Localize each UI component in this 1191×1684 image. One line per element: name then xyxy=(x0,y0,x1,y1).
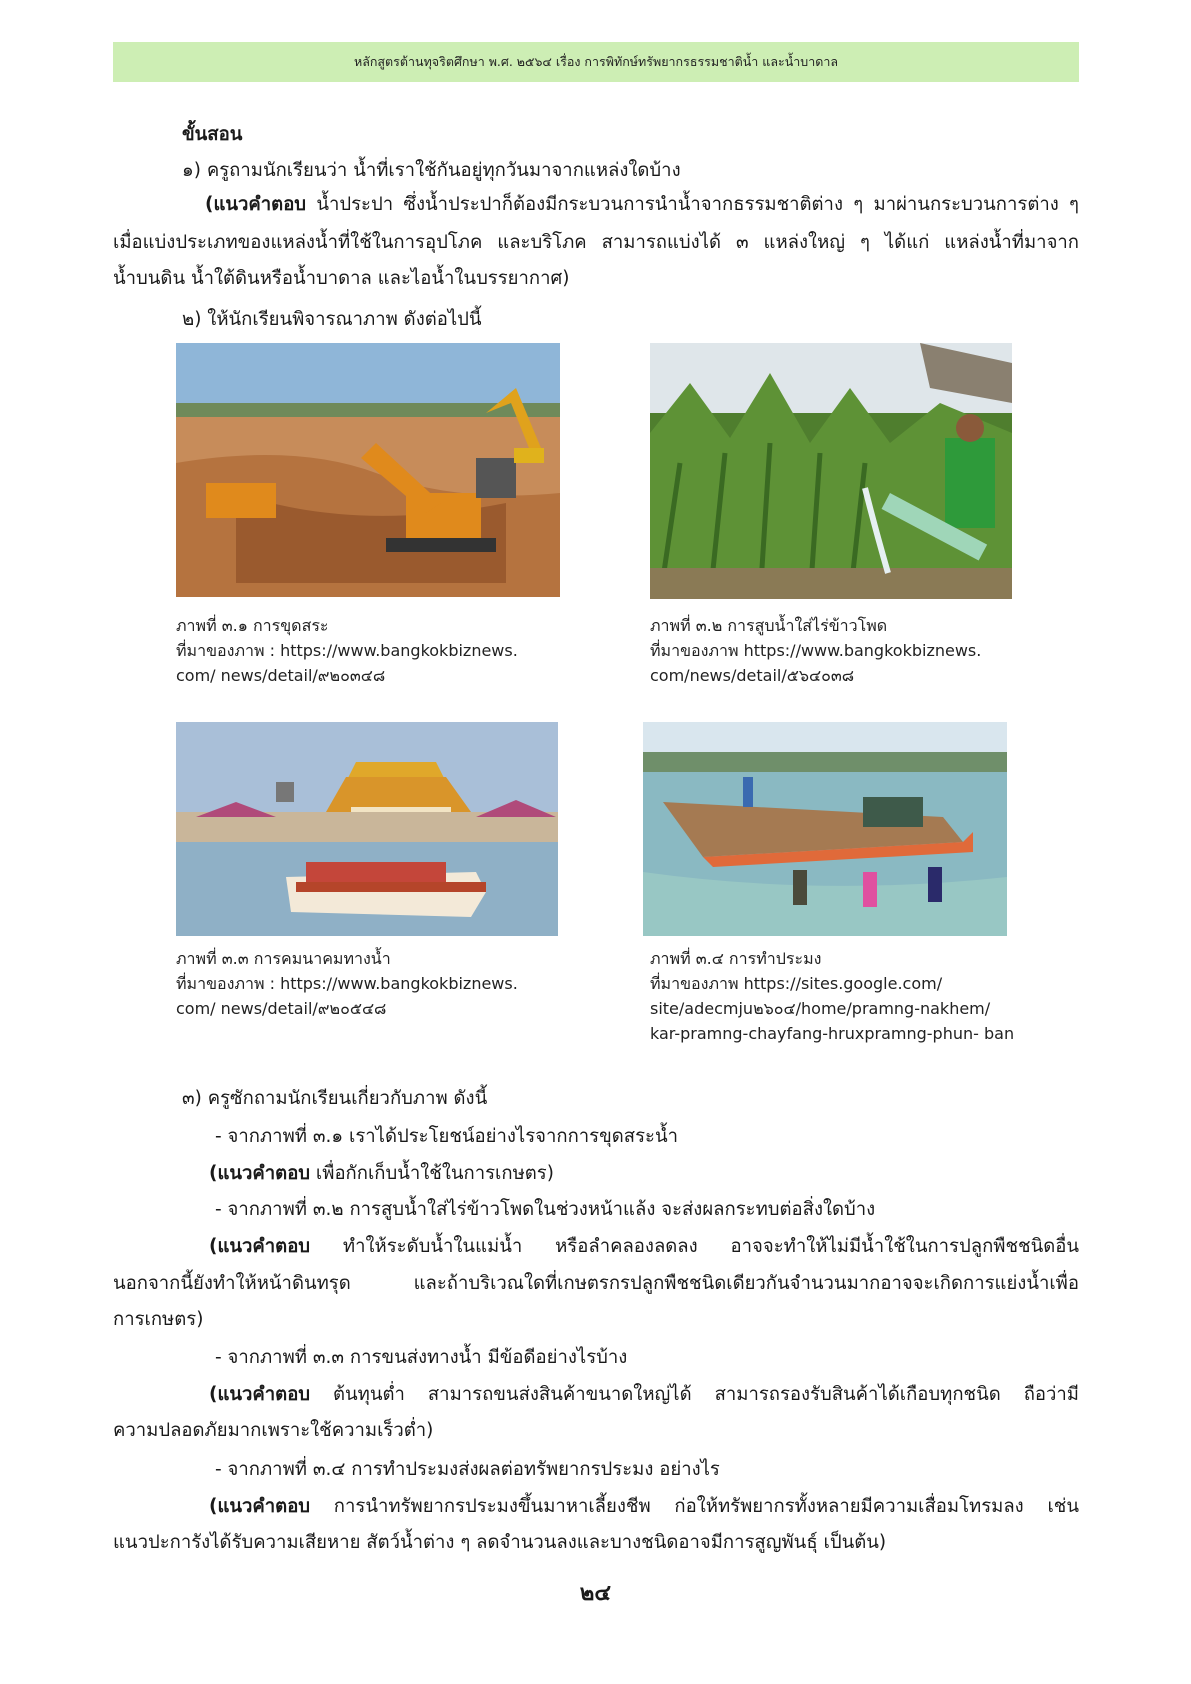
figure-source-line: ที่มาของภาพ https://sites.google.com/ xyxy=(650,974,943,993)
answer-text: เพื่อกักเก็บน้ำใช้ในการเกษตร) xyxy=(310,1163,554,1184)
figure-caption-3 xyxy=(176,946,518,1021)
step1-answer-line3: น้ำบนดิน น้ำใต้ดินหรือน้ำบาดาล และไอน้ำในบรรยากาศ) xyxy=(113,268,570,289)
answer-label: (แนวคำตอบ xyxy=(209,1236,311,1257)
photo-corn-irrigation xyxy=(650,343,1012,599)
step3-answer-4-line2: แนวปะการังได้รับความเสียหาย สัตว์น้ำต่าง ๆ ลดจำนวนลงและบางชนิดอาจมีการสูญพันธุ์ เป็นต้น) xyxy=(113,1532,887,1553)
figure-source-line: site/adecmju๒๖๐๔/home/pramng-nakhem/ xyxy=(650,999,991,1018)
step1-answer-line1 xyxy=(205,188,1079,221)
figure-caption-4 xyxy=(650,946,1014,1046)
answer-text: น้ำประปา ซึ่งน้ำประปาก็ต้องมีกระบวนการนำน้ำจากธรรมชาติต่าง ๆ มาผ่านกระบวนการต่าง ๆ xyxy=(306,194,1079,215)
step1-answer-line2: เมื่อแบ่งประเภทของแหล่งน้ำที่ใช้ในการอุปโภค และบริโภค สามารถแบ่งได้ ๓ แหล่งใหญ่ ๆ ได้แก่ แหล่งน้ำที่มาจาก xyxy=(113,232,1079,253)
step3-question-3: - จากภาพที่ ๓.๓ การขนส่งทางน้ำ มีข้อดีอย่างไรบ้าง xyxy=(215,1347,628,1368)
step3-answer-3-line1 xyxy=(209,1378,1079,1411)
section-title: ขั้นสอน xyxy=(182,124,243,145)
photo-fishing xyxy=(643,722,1007,936)
answer-label: (แนวคำตอบ xyxy=(209,1496,311,1517)
step3-question-4: - จากภาพที่ ๓.๔ การทำประมงส่งผลต่อทรัพยากรประมง อย่างไร xyxy=(215,1459,720,1480)
figure-caption-2 xyxy=(650,613,981,688)
step2-instruction: ๒) ให้นักเรียนพิจารณาภาพ ดังต่อไปนี้ xyxy=(182,309,482,330)
step3-answer-2-line2: นอกจากนี้ยังทำให้หน้าดินทรุด และถ้าบริเวณใดที่เกษตรกรปลูกพืชชนิดเดียวกันจำนวนมากอาจจะเกิดการแย่งน้ำเพื่อ xyxy=(113,1273,1079,1294)
answer-label: (แนวคำตอบ xyxy=(209,1163,311,1184)
answer-text: การนำทรัพยากรประมงขึ้นมาหาเลี้ยงชีพ ก่อให้ทรัพยากรทั้งหลายมีความเสื่อมโทรมลง เช่น xyxy=(310,1496,1079,1517)
figure-title: ภาพที่ ๓.๒ การสูบน้ำใส่ไร่ข้าวโพด xyxy=(650,616,888,635)
header-bar xyxy=(113,42,1079,82)
step3-question-1: - จากภาพที่ ๓.๑ เราได้ประโยชน์อย่างไรจากการขุดสระน้ำ xyxy=(215,1126,678,1147)
figure-source-line: ที่มาของภาพ : https://www.bangkokbiznews. xyxy=(176,641,518,660)
step3-intro: ๓) ครูซักถามนักเรียนเกี่ยวกับภาพ ดังนี้ xyxy=(182,1088,488,1109)
figure-source-line: ที่มาของภาพ https://www.bangkokbiznews. xyxy=(650,641,982,660)
step3-question-2: - จากภาพที่ ๓.๒ การสูบน้ำใส่ไร่ข้าวโพดในช่วงหน้าแล้ง จะส่งผลกระทบต่อสิ่งใดบ้าง xyxy=(215,1199,876,1220)
figure-source-line: com/news/detail/๕๖๔๐๓๘ xyxy=(650,666,855,685)
answer-label: (แนวคำตอบ xyxy=(205,194,307,215)
photo-water-transport xyxy=(176,722,558,936)
figure-title: ภาพที่ ๓.๓ การคมนาคมทางน้ำ xyxy=(176,949,391,968)
figure-title: ภาพที่ ๓.๔ การทำประมง xyxy=(650,949,822,968)
answer-text: ต้นทุนต่ำ สามารถขนส่งสินค้าขนาดใหญ่ได้ สามารถรองรับสินค้าได้เกือบทุกชนิด ถือว่ามี xyxy=(310,1384,1079,1405)
figure-source-line: ที่มาของภาพ : https://www.bangkokbiznews. xyxy=(176,974,518,993)
step1-question: ๑) ครูถามนักเรียนว่า น้ำที่เราใช้กันอยู่ทุกวันมาจากแหล่งใดบ้าง xyxy=(182,160,681,181)
figure-source-line: com/ news/detail/๙๒๐๕๔๘ xyxy=(176,999,387,1018)
answer-text: ทำให้ระดับน้ำในแม่น้ำ หรือลำคลองลดลง อาจจะทำให้ไม่มีน้ำใช้ในการปลูกพืชชนิดอื่น xyxy=(310,1236,1079,1257)
step3-answer-2-line1 xyxy=(209,1230,1079,1263)
page-number: ๒๔ xyxy=(579,1581,612,1606)
answer-label: (แนวคำตอบ xyxy=(209,1384,311,1405)
header-title: หลักสูตรต้านทุจริตศึกษา พ.ศ. ๒๕๖๔ เรื่อง การพิทักษ์ทรัพยากรธรรมชาติน้ำ และน้ำบาดาล xyxy=(353,54,839,69)
step3-answer-3-line2: ความปลอดภัยมากเพราะใช้ความเร็วต่ำ) xyxy=(113,1420,434,1441)
figure-source-line: kar-pramng-chayfang-hruxpramng-phun- ban xyxy=(650,1024,1015,1043)
figure-caption-1 xyxy=(176,613,518,688)
step3-answer-2-line3: การเกษตร) xyxy=(113,1309,204,1330)
step3-answer-1 xyxy=(209,1157,554,1190)
photo-pond-excavation xyxy=(176,343,560,597)
figure-title: ภาพที่ ๓.๑ การขุดสระ xyxy=(176,616,329,635)
figure-source-line: com/ news/detail/๙๒๐๓๔๘ xyxy=(176,666,386,685)
step3-answer-4-line1 xyxy=(209,1490,1079,1523)
